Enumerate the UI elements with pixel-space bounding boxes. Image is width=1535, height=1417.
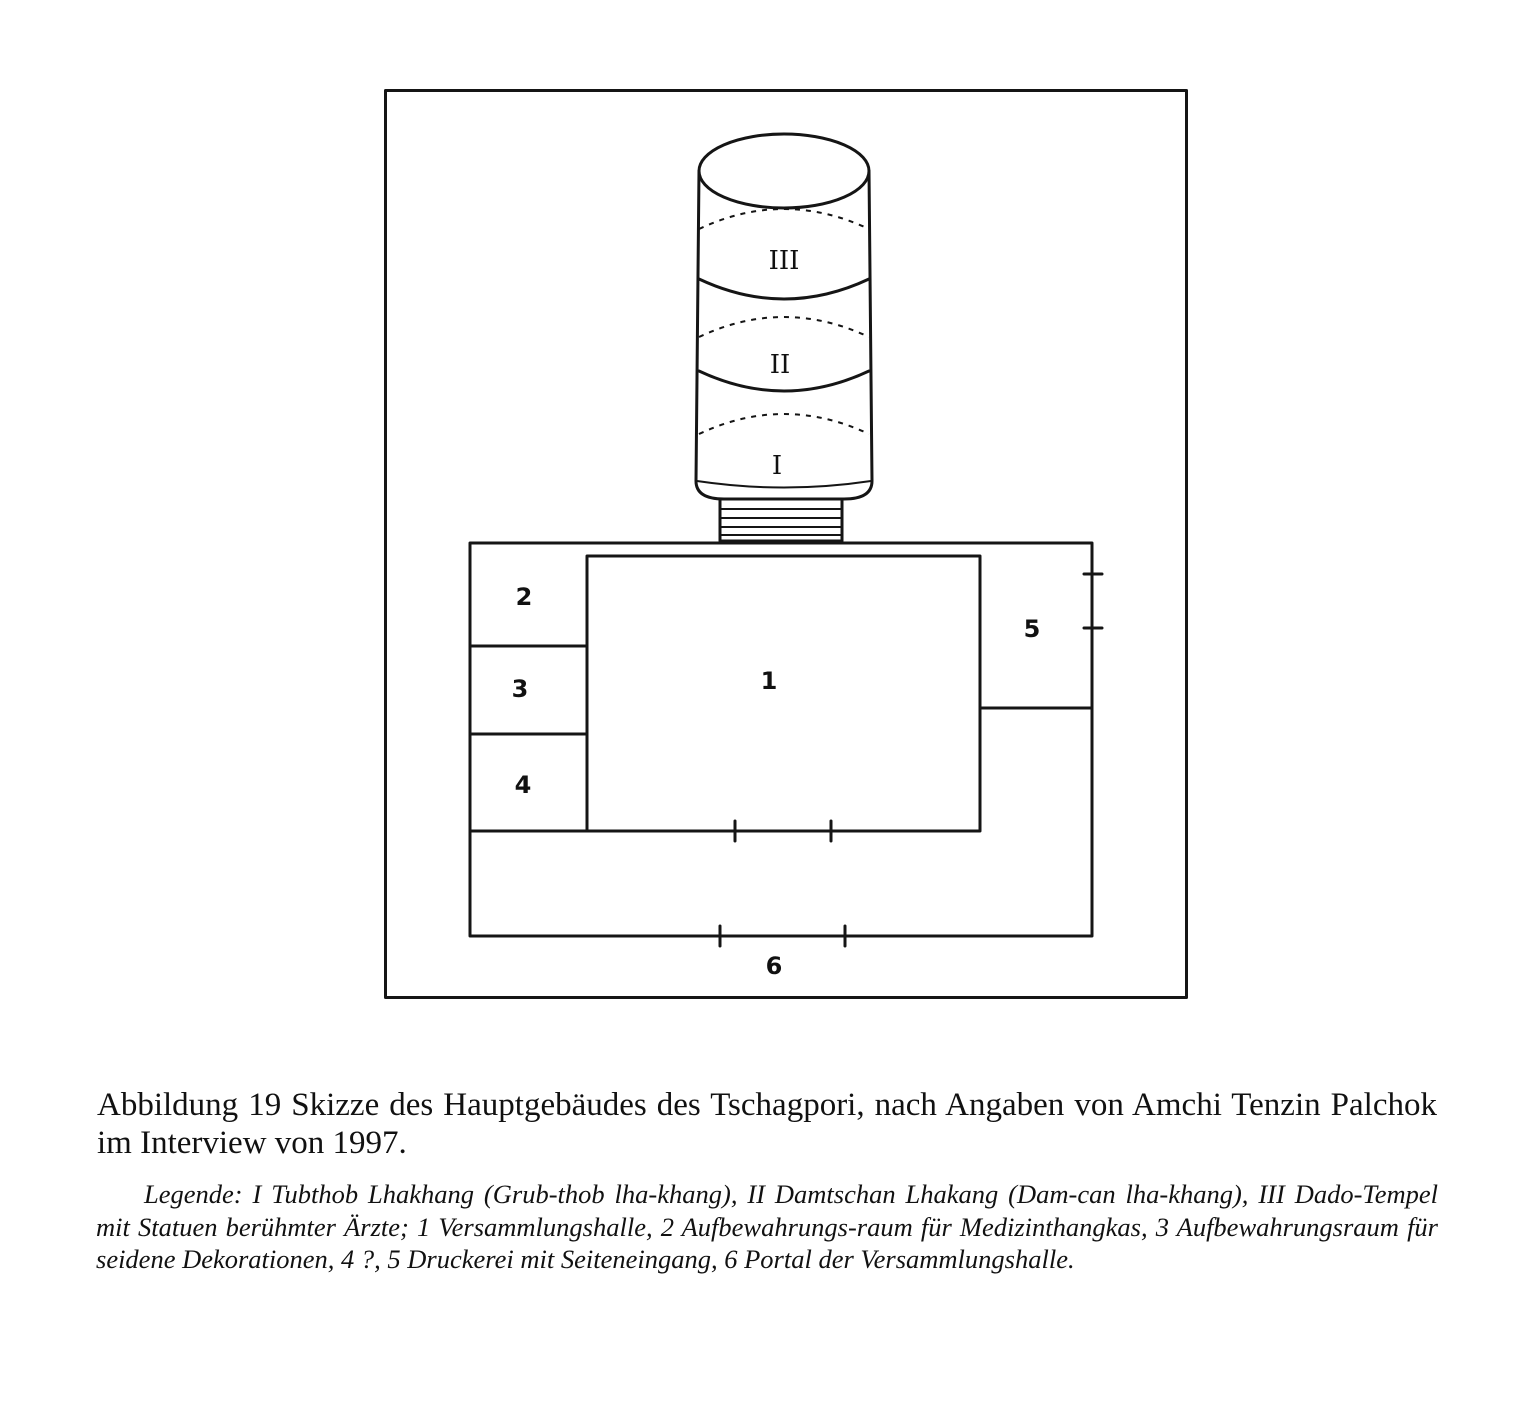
level-III-bottom [699, 279, 869, 299]
label-upper-I: I [771, 451, 783, 481]
main-building-outline [470, 543, 1092, 936]
level-III-top-dashed [699, 209, 869, 229]
figure-caption: Abbildung 19 Skizze des Hauptgebäudes des Tschagpori, nach Angaben von Amchi Tenzin Palchok im Interview von 1997. [97, 1087, 1437, 1161]
building-sketch-figure [384, 89, 1188, 999]
figure-legend: Legende: I Tubthob Lhakhang (Grub-thob lha-khang), II Damtschan Lhakang (Dam-can lha-khang), III Dado-Tempel mit Statuen berühmter Ärzte; 1 Versammlungshalle, 2 Aufbewahrungs-raum für Medizinthangkas, 3 Aufbewahrungsraum für seidene Dekorationen, 4 ?, 5 Druckerei mit Seiteneingang, 6 Portal der Versammlungshalle. [96, 1179, 1438, 1274]
hall-1-outline [587, 556, 980, 831]
tower-cylinder [696, 134, 872, 499]
label-room-5: 5 [1023, 615, 1041, 643]
label-room-1: 1 [760, 667, 778, 695]
tower-top-ellipse [699, 134, 869, 208]
label-portal-6: 6 [765, 952, 783, 980]
level-II-top-dashed [699, 317, 869, 337]
label-room-3: 3 [511, 675, 529, 703]
stairs [720, 499, 842, 541]
level-I-top-dashed [699, 414, 869, 434]
label-room-4: 4 [514, 771, 532, 799]
main-building [470, 543, 1102, 946]
sketch-drawing [384, 89, 1188, 999]
label-room-2: 2 [515, 583, 533, 611]
level-I-bottom [697, 481, 871, 488]
label-upper-III: III [768, 246, 800, 276]
label-upper-II: II [769, 350, 791, 380]
